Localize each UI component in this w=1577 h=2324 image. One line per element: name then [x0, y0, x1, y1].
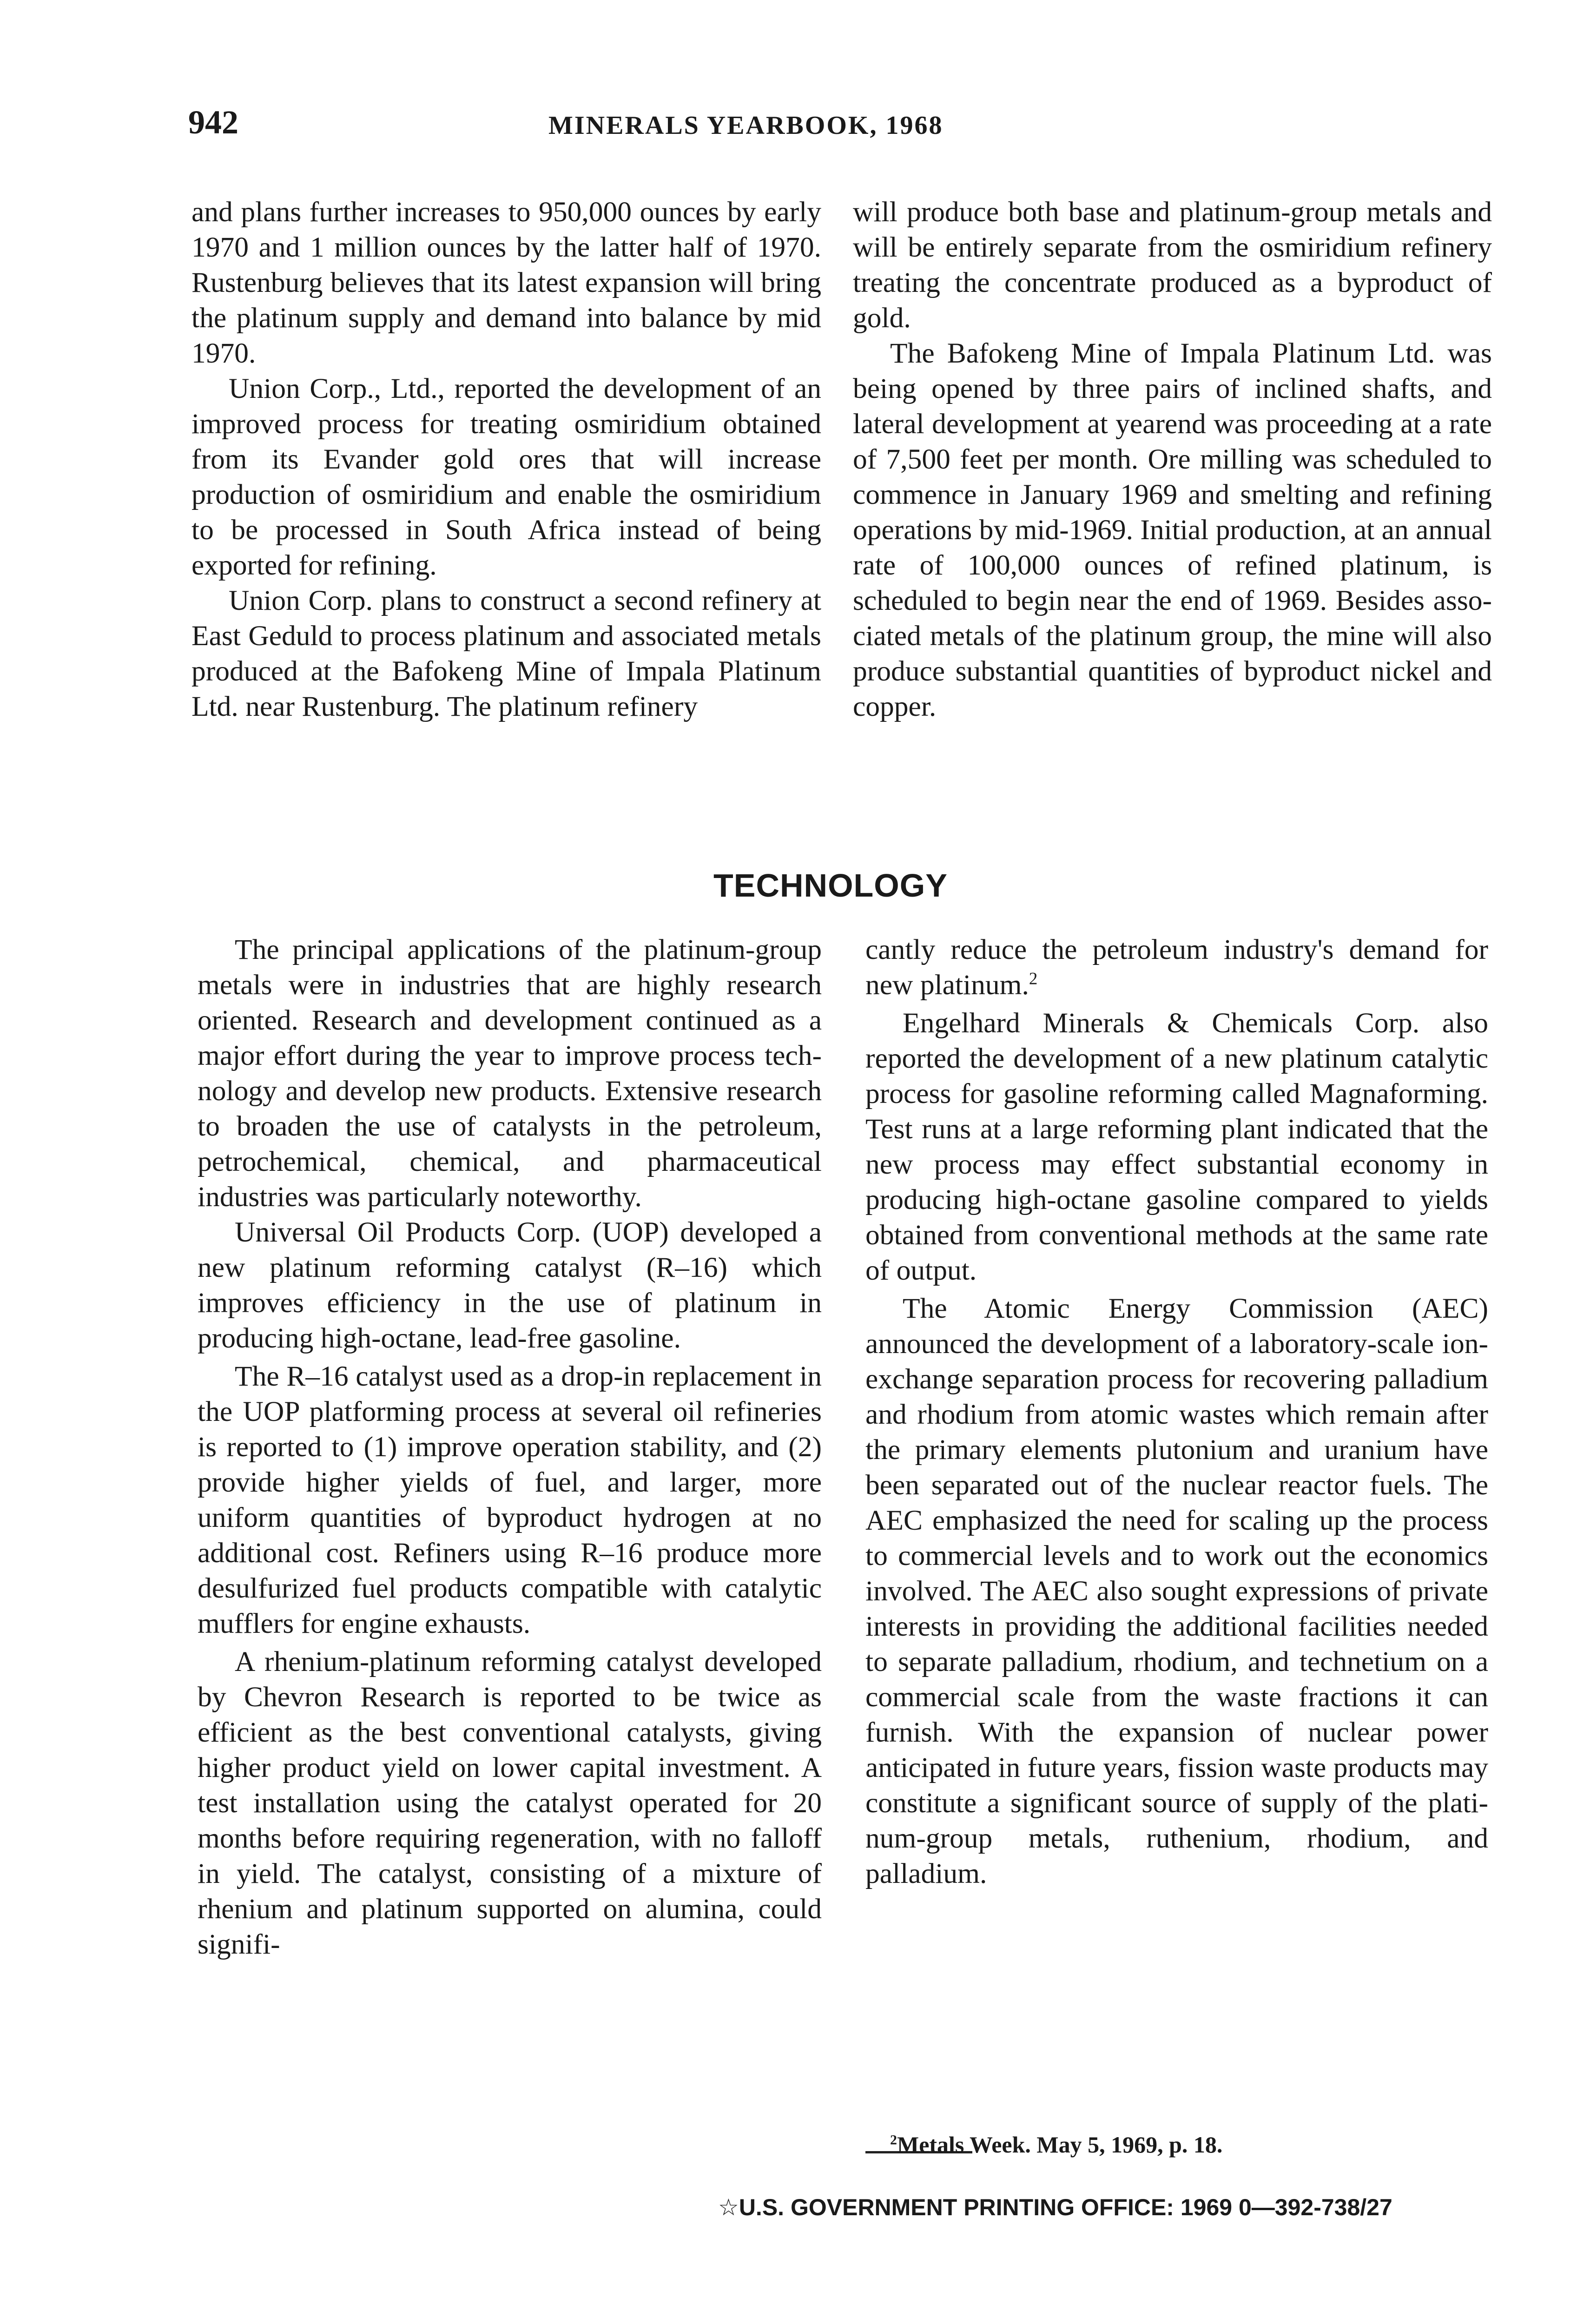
paragraph: The Atomic Energy Commission (AEC) announced the development of a laboratory-scale ion-exchange separation process for recovering palladium and rhodium from atomic wastes which remain after the primary elements plutonium and uranium have been separated out of the nuclear reactor fuels. The AEC emphasized the need for scaling up the process to commercial levels and to work out the economics involved. The AEC also sought expressions of private interests in providing the additional facilities needed to separate palladium, rhodium, and technetium on a commercial scale from the waste fractions it can furnish. With the expansion of nuclear power anticipated in future years, fission waste products may constitute a significant source of supply of the platinum-group metals, ruthenium, rhodium, and palladium.: [865, 1293, 1488, 1889]
footnote-marker: 2: [890, 2132, 897, 2148]
running-title: MINERALS YEARBOOK, 1968: [548, 111, 944, 140]
technology-right-column: [865, 932, 1488, 1891]
footnote: [890, 2131, 1222, 2158]
paragraph-text: cantly reduce the petroleum industry's demand for new platinum.: [865, 934, 1488, 1001]
paragraph: Universal Oil Products Corp. (UOP) developed a new platinum reforming catalyst (R–16) which improves efficiency in the use of platinum in producing high-octane, lead-free gasoline.: [198, 1216, 822, 1354]
printing-office-imprint: ☆U.S. GOVERNMENT PRINTING OFFICE: 1969 0—392-738/27: [718, 2194, 1392, 2220]
technology-left-column: [198, 932, 822, 1962]
paragraph: The Bafokeng Mine of Impala Platinum Ltd. was being opened by three pairs of inclined shafts, and lateral development at yearend was proceeding at a rate of 7,500 feet per month. Ore milling was scheduled to commence in January 1969 and smelting and refining operations by mid-1969. Initial production, at an annual rate of 100,000 ounces of refined platinum, is scheduled to begin near the end of 1969. Besides associated metals of the platinum group, the mine will also produce substantial quantities of byproduct nickel and copper.: [853, 337, 1492, 722]
paragraph: Engelhard Minerals & Chemicals Corp. also reported the development of a new platinum catalytic process for gasoline reforming called Magnaforming. Test runs at a large reforming plant indicated that the new process may effect substantial economy in producing high-octane gasoline compared to yields obtained from conventional methods at the same rate of output.: [865, 1007, 1488, 1286]
paragraph: [865, 932, 1488, 1003]
paragraph: The R–16 catalyst used as a drop-in replacement in the UOP platforming process at several oil refineries is reported to (1) improve operation stability, and (2) provide higher yields of fuel, and larger, more uniform quantities of byproduct hydrogen at no additional cost. Refiners using R–16 produce more desulfurized fuel products compatible with catalytic mufflers for engine exhausts.: [198, 1360, 822, 1639]
paragraph: Union Corp. plans to construct a second refinery at East Geduld to process platinum and associated metals produced at the Bafokeng Mine of Impala Platinum Ltd. near Rustenburg. The platinum refinery: [191, 585, 821, 722]
top-left-column: [191, 194, 821, 724]
paragraph: Union Corp., Ltd., reported the development of an improved process for treating osmiridium obtained from its Evander gold ores that will increase production of osmiridium and enable the osmiridium to be processed in South Africa instead of being exported for refining.: [191, 373, 821, 581]
paragraph: A rhenium-platinum reforming catalyst developed by Chevron Research is reported to be twice as efficient as the best conventional catalysts, giving higher product yield on lower capital investment. A test installation using the catalyst operated for 20 months before requiring regeneration, with no falloff in yield. The catalyst, consisting of a mixture of rhenium and platinum supported on alumina, could signifi-: [198, 1646, 822, 1960]
top-right-column: [853, 194, 1492, 724]
page-number: 942: [188, 104, 238, 141]
footnote-reference: 2: [1029, 969, 1038, 988]
paragraph: The principal applications of the platinum-group metals were in industries that are highly research oriented. Research and development continued as a major effort during the year to improve process technology and develop new products. Extensive research to broaden the use of catalysts in the petroleum, petrochemical, chemical, and pharmaceutical industries was particularly noteworthy.: [198, 934, 822, 1213]
paragraph: and plans further increases to 950,000 ounces by early 1970 and 1 million ounces by the latter half of 1970. Rustenburg believes that its latest expansion will bring the platinum supply and demand into balance by mid 1970.: [191, 196, 821, 369]
paragraph: will produce both base and platinum-group metals and will be entirely separate from the osmiridium refinery treating the concentrate produced as a byproduct of gold.: [853, 196, 1492, 334]
section-heading: TECHNOLOGY: [713, 867, 948, 904]
footnote-text: Metals Week. May 5, 1969, p. 18.: [897, 2132, 1223, 2158]
